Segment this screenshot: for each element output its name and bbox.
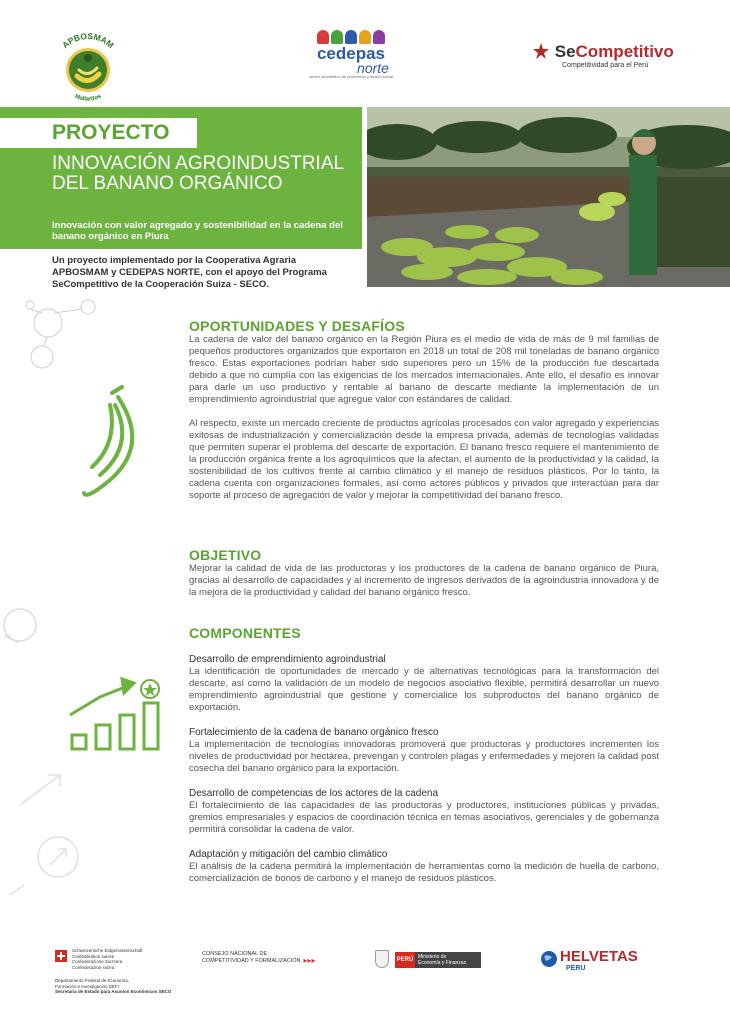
intro-text: Un proyecto implementado por la Cooperativa Agraria APBOSMAM y CEDEPAS NORTE, con el apoyo del Programa SeCompetitivo de la Cooperación Suiza - SECO. (52, 255, 327, 290)
paragraph: Al respecto, existe un mercado creciente de productos agrícolas procesados con valor agregado y experiencias exitosas de industrialización y comercialización desde la empresa privada, además de tecnologías validadas que permiten superar el problema del descarte de exportación. El banano fresco requiere el mantenimiento de la producción orgánica frente a los agroquímicos que la afectan, el aumento de la productividad y la calidad, la sostenibilidad de los cultivos frente al cambio climático y el manejo de residuos plásticos. Por lo tanto, la cadena cuenta con organizaciones formales, así como actores públicos y privados que interactúan para dar soporte al proceso de agregación de valor y mejorar la competitividad del banano fresco. (189, 418, 659, 501)
component-item (189, 726, 659, 775)
component-title: Fortalecimiento de la cadena de banano orgánico fresco (189, 727, 439, 738)
swiss-cross-icon (55, 950, 67, 962)
component-desc: El fortalecimiento de las capacidades de las productoras y productores, instituciones públicas y privadas, gremios empresariales y espacios de coordinación técnica en temas asociativos, gerenciales y de gobernanza permitirá consolidar la cadena de valor. (189, 800, 659, 835)
footer-logos (0, 940, 730, 1024)
globe-icon (540, 950, 558, 968)
peru-mef-logo: PERÚ Ministerio de Economía y Finanzas (375, 950, 485, 970)
component-desc: El análisis de la cadena permitirá la implementación de herramientas como la medición de huella de carbono, comercialización de bonos de carbono y el manejo de residuos plásticos. (189, 861, 659, 884)
star-burst-icon (532, 42, 550, 60)
component-desc: La implementación de tecnologías innovadoras promoverá que productoras y productores incrementen los niveles de productividad por hectárea, prevengan y controlen plagas y enfermedades y mejoren la calidad post cosecha del banano orgánico para la exportación. (189, 739, 659, 774)
banana-icon (84, 387, 132, 495)
section-title: COMPONENTES (189, 625, 301, 641)
component-desc: La identificación de oportunidades de mercado y de alternativas tecnológicas para la transformación del descarte, así como la validación de un modelo de negocios asociativo flexible, permitirá desarrollar un nuevo emprendimiento agroindustrial que gestione y comercialice los subproductos del banano orgánico de exportación. (189, 666, 659, 713)
secompetitivo-logo: SeCompetitivo Competitividad para el Perú (532, 42, 692, 82)
page-subtitle: Innovación con valor agregado y sostenibilidad en la cadena del banano orgánico en Piura (52, 220, 343, 242)
arrows-icon: ▸▸▸ (303, 955, 316, 965)
page-title: INNOVACIÓN AGROINDUSTRIAL DEL BANANO ORGÁNICO (52, 153, 344, 194)
svg-text:APBOSMAM: APBOSMAM (60, 30, 116, 51)
component-title: Desarrollo de emprendimiento agroindustrial (189, 654, 386, 665)
paragraph: La cadena de valor del banano orgánico en la Región Piura es el medio de vida de más de 9 mil familias de pequeños productores organizados que exportaron en 2018 un total de 208 mil toneladas de banano orgánico fresco. Estas exportaciones podrían haber sido superiores pero un 15% de la producción fue descartada debido a que no cumplía con las exigencias de los mercados internacionales. Ante ello, el desafío es innovar para darle un uso productivo y rentable al banano de descarte mediante la implementación de un emprendimiento agroindustrial que agregue valor con estándares de calidad. (189, 334, 659, 405)
header-logos (0, 0, 730, 107)
component-title: Adaptación y mitigación del cambio climático (189, 849, 388, 860)
component-item (189, 848, 659, 885)
banana-packing-photo (367, 107, 730, 287)
proyecto-label: PROYECTO (52, 121, 170, 144)
section-oportunidades (189, 318, 659, 502)
concyt-logo: CONSEJO NACIONAL DE COMPETITIVIDAD Y FORMALIZACIÓN ▸▸▸ (202, 951, 316, 965)
apbosmam-logo (45, 30, 131, 104)
svg-text:Mallaritos: Mallaritos (73, 93, 103, 103)
section-objetivo (189, 547, 659, 599)
people-icon (296, 30, 406, 44)
peru-shield-icon (375, 950, 389, 968)
paragraph: Mejorar la calidad de vida de las productoras y los productores de la cadena de banano orgánico de Piura, gracias al desarrollo de capacidades y al incremento de ingresos derivados de la agroindustria innovadora y de la mejora de la productividad y calidad del banano orgánico fresco. (189, 563, 659, 598)
section-title: OBJETIVO (189, 547, 262, 563)
cedepas-logo: cedepas norte centro ecuménico de promoción y acción social (296, 30, 406, 96)
component-item (189, 653, 659, 714)
decorative-icons (0, 295, 180, 915)
section-componentes (189, 625, 659, 885)
growth-chart-icon (70, 679, 159, 749)
helvetas-logo: HELVETAS PERU (540, 948, 650, 972)
component-item (189, 787, 659, 836)
component-title: Desarrollo de competencias de los actores de la cadena (189, 788, 439, 799)
swiss-confederation-logo: Schweizerische Eidgenossenschaft Confédération suisse Confederazione Svizzera Confederaziun svizra Departamento Federal de Economía, Formación e Investigación DEFI Secretaría de Estado para Asuntos Económicos SECO (55, 948, 172, 994)
section-title: OPORTUNIDADES Y DESAFÍOS (189, 318, 405, 334)
